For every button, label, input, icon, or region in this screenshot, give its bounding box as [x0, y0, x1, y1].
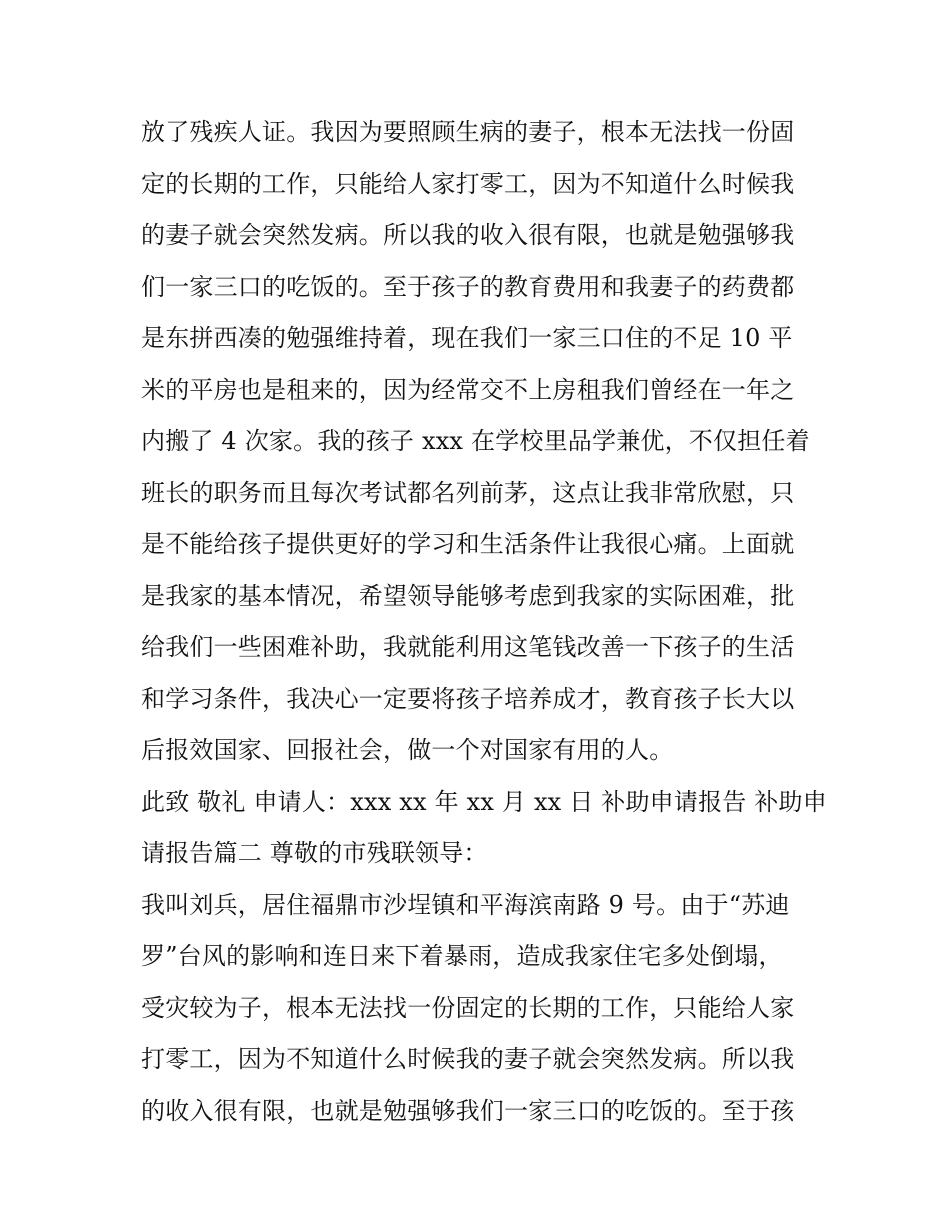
text-line: 们一家三口的吃饭的。至于孩子的教育费用和我妻子的药费都: [141, 272, 795, 301]
body-text: [141, 107, 827, 1137]
text-line: 是我家的基本情况，希望领导能够考虑到我家的实际困难，批: [141, 581, 795, 610]
text-line: 罗”台风的影响和连日来下着暴雨，造成我家住宅多处倒塌，: [141, 942, 783, 970]
text-line: 内搬了 4 次家。我的孩子 xxx 在学校里品学兼优，不仅担任着: [141, 427, 810, 455]
text-line: 和学习条件，我决心一定要将孩子培养成才，教育孩子长大以: [141, 684, 795, 713]
text-line: 打零工，因为不知道什么时候我的妻子就会突然发病。所以我: [141, 1045, 795, 1073]
text-line: 我叫刘兵，居住福鼎市沙埕镇和平海滨南路 9 号。由于“苏迪: [141, 890, 790, 919]
text-line: 班长的职务而且每次考试都名列前茅，这点让我非常欣慰，只: [141, 478, 795, 507]
text-line: 的妻子就会突然发病。所以我的收入很有限，也就是勉强够我: [141, 221, 795, 249]
text-line: 是不能给孩子提供更好的学习和生活条件让我很心痛。上面就: [141, 530, 795, 558]
text-line: 请报告篇二 尊敬的市残联领导：: [141, 839, 488, 867]
text-line: 米的平房也是租来的，因为经常交不上房租我们曾经在一年之: [141, 375, 795, 404]
text-line: 此致 敬礼 申请人：xxx xx 年 xx 月 xx 日 补助申请报告 补助申: [141, 787, 827, 816]
text-line: 定的长期的工作，只能给人家打零工，因为不知道什么时候我: [141, 169, 795, 198]
text-line: 的收入很有限，也就是勉强够我们一家三口的吃饭的。至于孩: [141, 1096, 795, 1125]
text-line: 给我们一些困难补助，我就能利用这笔钱改善一下孩子的生活: [141, 633, 795, 661]
text-line: 是东拼西凑的勉强维持着，现在我们一家三口住的不足 10 平: [141, 324, 793, 352]
text-line: 受灾较为子，根本无法找一份固定的长期的工作，只能给人家: [141, 993, 795, 1022]
text-line: 放了残疾人证。我因为要照顾生病的妻子，根本无法找一份固: [141, 118, 795, 146]
text-line: 后报效国家、回报社会，做一个对国家有用的人。: [141, 736, 674, 764]
